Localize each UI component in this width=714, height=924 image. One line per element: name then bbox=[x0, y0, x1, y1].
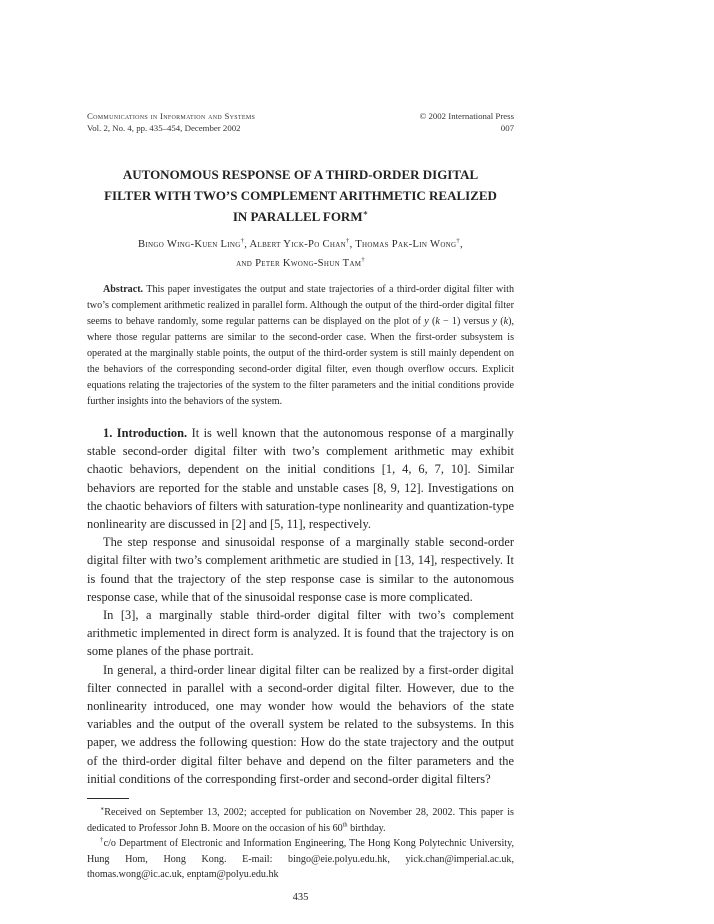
text-segment: This paper investigates the output and state trajectories of a third-order digital filter with two’s complement arithmetic realized in parallel form. Although the output of the third-order digital filter seems to behave randomly, some regular patterns can be displayed on the plot of bbox=[87, 284, 514, 327]
journal-header-left bbox=[87, 111, 255, 134]
section-heading: 1. Introduction. bbox=[103, 426, 188, 440]
text-segment: ∗ bbox=[362, 208, 369, 218]
text-segment: † bbox=[361, 256, 365, 264]
article-number: 007 bbox=[500, 122, 514, 133]
text-segment: − 1) versus bbox=[439, 316, 493, 327]
text-segment: † bbox=[100, 836, 104, 844]
text-segment: † bbox=[345, 237, 350, 245]
text-segment: ∗ bbox=[100, 805, 105, 813]
journal-name: Communications in Information and Systems bbox=[87, 111, 256, 121]
text-segment: , bbox=[459, 239, 463, 250]
text-segment: y bbox=[492, 316, 498, 327]
volume-info: Vol. 2, No. 4, pp. 435–454, December 2002 bbox=[87, 122, 241, 133]
text-segment: In general, a third-order linear digital filter can be realized by a first-order digital filter connected in parallel with a second-order digital filter. However, due to the nonlinearity introduced, one may wonder how would the behaviors of the state variables and the output of the overall system be related to the subsystems. In this paper, we address the following question: How do the state trajectory and the output of the third-order digital filter behave and depend on the filter parameters and the initial conditions of the corresponding first-order and second-order digital filters? bbox=[87, 662, 514, 786]
title-line-2: FILTER WITH TWO’S COMPLEMENT ARITHMETIC REALIZED bbox=[104, 188, 497, 203]
introduction-section bbox=[87, 424, 514, 788]
abstract-paragraph bbox=[87, 282, 514, 410]
text-segment: k bbox=[503, 316, 509, 327]
text-segment: † bbox=[240, 237, 245, 245]
text-segment: † bbox=[456, 237, 460, 245]
text-segment: ( bbox=[497, 316, 504, 327]
text-segment: Received on September 13, 2002; accepted for publication on November 28, 2002. This paper is dedicated to Professor John B. Moore on the occasion of his 60 bbox=[87, 807, 514, 834]
paragraph-3 bbox=[87, 606, 514, 661]
author-name: , Thomas Pak-Lin Wong bbox=[349, 239, 457, 250]
paragraph-1 bbox=[87, 424, 514, 533]
title-line-1: AUTONOMOUS RESPONSE OF A THIRD-ORDER DIGITAL bbox=[122, 167, 479, 182]
text-segment: c/o Department of Electronic and Information Engineering, The Hong Kong Polytechnic University, Hung Hom, Hong Kong. E-mail: bingo@eie.polyu.edu.hk, yick.chan@imperial.ac.uk, thomas.wong@ic.ac.uk, enptam@polyu.edu.hk bbox=[87, 838, 515, 881]
page-number: 435 bbox=[292, 892, 309, 904]
text-segment: It is well known that the autonomous response of a marginally stable second-order digital filter with two’s complement arithmetic may exhibit chaotic behaviors, dependent on the initial conditions [1, 4, 6, 7, 10]. Similar behaviors are reported for the stable and unstable cases [8, 9, 12]. Investigations on the chaotic behaviors of filters with saturation-type nonlinearity and quantization-type nonlinearity are discussed in [2] and [5, 11], respectively. bbox=[87, 426, 514, 532]
journal-header-right bbox=[420, 111, 514, 134]
paragraph-2 bbox=[87, 533, 514, 606]
text-segment: In [3], a marginally stable third-order digital filter with two’s complement arithmetic implemented in direct form is analyzed. It is found that the trajectory is on some planes of the phase portrait. bbox=[87, 608, 514, 659]
text-segment: birthday. bbox=[347, 822, 386, 834]
author-name: Bingo Wing-Kuen Ling bbox=[138, 239, 241, 250]
text-segment: The step response and sinusoidal response of a marginally stable second-order digital filter with two’s complement arithmetic are studied in [13, 14], respectively. It is found that the trajectory of the step response case is similar to the autonomous response case, while that of the sinusoidal response case is more complicated. bbox=[87, 535, 514, 604]
copyright-notice: © 2002 International Press bbox=[419, 111, 514, 121]
text-segment: k bbox=[435, 316, 440, 327]
authors-line-1 bbox=[87, 235, 514, 254]
text-segment: ), where those regular patterns are similar to the second-order case. When the first-order subsystem is operated at the marginally stable points, the output of the third-order system is still mainly dependent on the behaviors of the corresponding second-order digital filter, even though overflow occurs. Explicit equations relating the trajectories of the system to the filter parameters and the initial conditions provide further insights into the behaviors of the system. bbox=[87, 316, 514, 407]
footnote-area bbox=[87, 798, 514, 883]
paragraph-4 bbox=[87, 661, 514, 788]
author-name: , Albert Yick-Po Chan bbox=[244, 239, 346, 250]
text-segment: ( bbox=[428, 316, 436, 327]
text-column bbox=[87, 111, 514, 903]
text-segment: y bbox=[424, 316, 429, 327]
text-segment: IN PARALLEL FORM bbox=[232, 209, 363, 224]
abstract-label: Abstract. bbox=[103, 284, 144, 295]
footnote-rule bbox=[87, 798, 129, 799]
text-segment: th bbox=[342, 821, 348, 829]
footnote-affiliation bbox=[87, 836, 514, 883]
author-name: and Peter Kwong-Shun Tam bbox=[236, 258, 362, 269]
footnote-received bbox=[87, 805, 514, 836]
paper-title bbox=[87, 164, 514, 227]
title-line-3 bbox=[87, 206, 514, 227]
author-list bbox=[87, 235, 514, 273]
journal-header bbox=[87, 111, 514, 134]
authors-line-2 bbox=[87, 254, 514, 273]
